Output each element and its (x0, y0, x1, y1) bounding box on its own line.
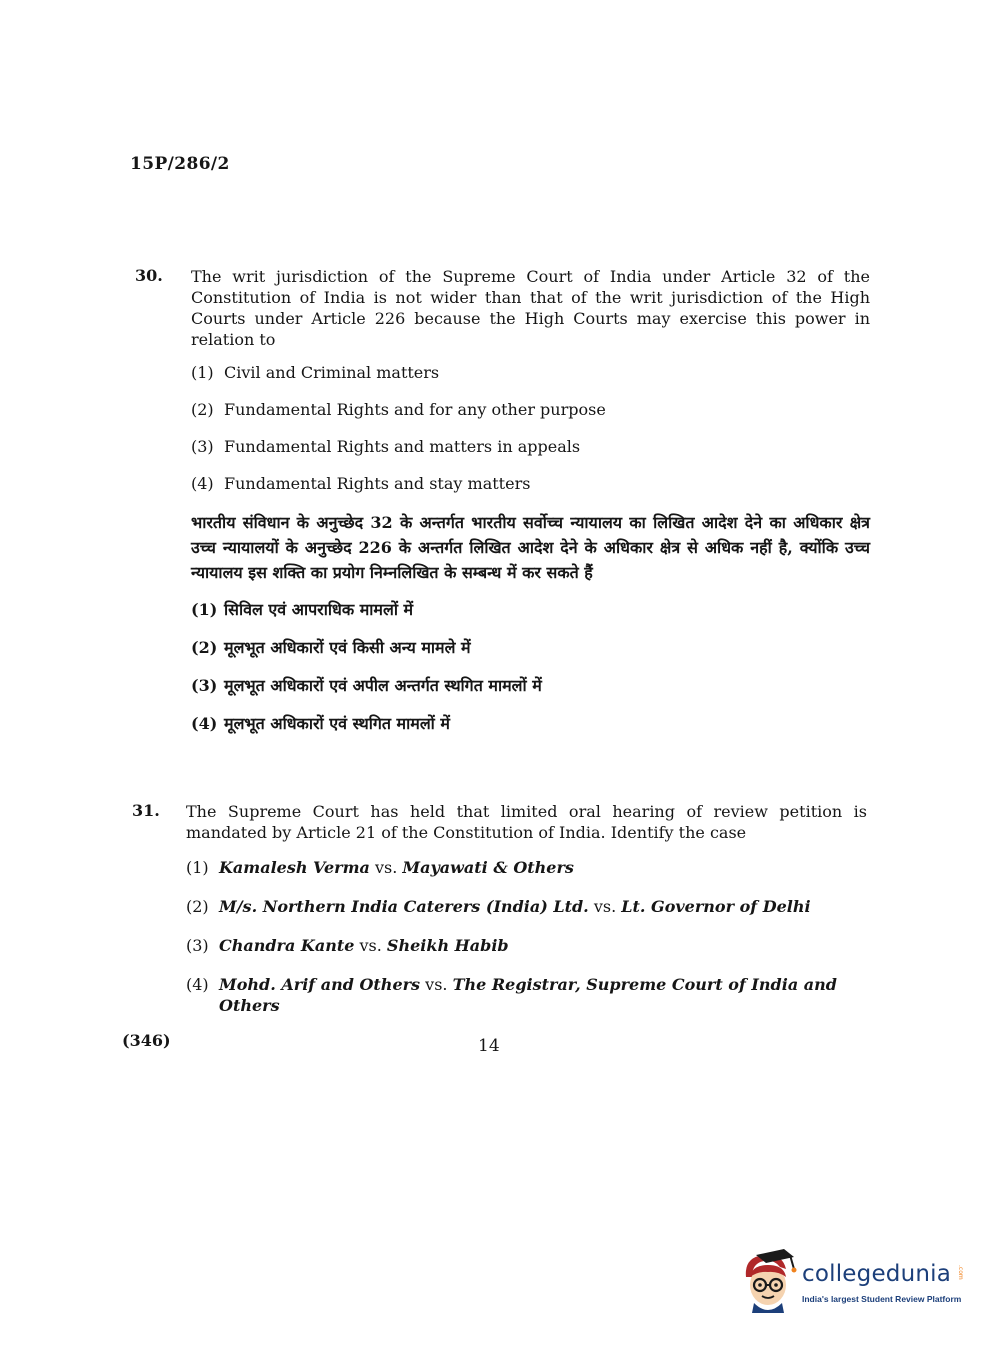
option-item (191, 399, 870, 420)
case-party-b: Lt. Governor of Delhi (621, 897, 811, 916)
option-item (191, 362, 870, 383)
option-list (191, 362, 870, 494)
option-item-hindi (191, 637, 870, 658)
option-number: (1) (191, 363, 214, 382)
page-code: 15P/286/2 (130, 154, 230, 174)
option-item (186, 974, 867, 1016)
option-text: Fundamental Rights and stay matters (224, 474, 531, 493)
brand-name: collegedunia (802, 1261, 952, 1287)
option-item-hindi (191, 713, 870, 734)
option-item (186, 857, 867, 878)
brand-domain: .com (957, 1265, 964, 1280)
option-text: मूलभूत अधिकारों एवं अपील अन्तर्गत स्थगित मामलों में (224, 676, 542, 695)
option-list-hindi (191, 599, 870, 734)
option-number: (3) (186, 936, 209, 955)
booklet-code: (346) (122, 1031, 171, 1050)
option-text: सिविल एवं आपराधिक मामलों में (224, 600, 414, 619)
option-number: (2) (191, 400, 214, 419)
option-number: (4) (191, 474, 214, 493)
case-versus: vs. (354, 936, 387, 955)
question-text-hindi: भारतीय संविधान के अनुच्छेद 32 के अन्तर्गत भारतीय सर्वोच्च न्यायालय का लिखित आदेश देने का अधिकार क्षेत्र उच्च न्यायालयों के अनुच्छेद 226 के अन्तर्गत लिखित आदेश देने के अधिकार क्षेत्र से अधिक नहीं है, क्योंकि उच्च न्यायालय इस शक्ति का प्रयोग निम्नलिखित के सम्बन्ध में कर सकते हैं (191, 513, 870, 582)
option-item (186, 935, 867, 956)
question-body (186, 801, 867, 1016)
option-text (219, 896, 811, 917)
option-number: (4) (186, 975, 209, 994)
option-number: (1) (191, 600, 218, 619)
case-party-b: Sheikh Habib (386, 936, 509, 955)
option-item (191, 436, 870, 457)
question-number: 30. (135, 266, 163, 285)
case-versus: vs. (420, 975, 453, 994)
option-text: Fundamental Rights and for any other purpose (224, 400, 606, 419)
option-list (186, 857, 867, 1016)
option-item-hindi (191, 675, 870, 696)
brand-logo[interactable] (740, 1247, 970, 1319)
option-number: (2) (186, 897, 209, 916)
mascot-icon (740, 1247, 798, 1313)
question-text: The writ jurisdiction of the Supreme Court of India under Article 32 of the Constitution of India is not wider than that of the writ jurisdiction of the High Courts under Article 226 because the High Courts may exercise this power in relation to (191, 267, 870, 349)
case-party-a: Mohd. Arif and Others (219, 975, 421, 994)
option-text (219, 857, 574, 878)
case-party-b: The Registrar, Supreme Court of India and Others (219, 975, 837, 1015)
case-versus: vs. (588, 897, 622, 916)
case-party-a: M/s. Northern India Caterers (India) Ltd. (219, 897, 589, 916)
option-text: Civil and Criminal matters (224, 363, 440, 382)
option-text: मूलभूत अधिकारों एवं किसी अन्य मामले में (224, 638, 471, 657)
brand-tagline: India's largest Student Review Platform (802, 1294, 962, 1304)
option-number: (2) (191, 638, 218, 657)
question-text: The Supreme Court has held that limited oral hearing of review petition is mandated by Article 21 of the Constitution of India. Identify the case (186, 802, 867, 842)
case-party-a: Kamalesh Verma (219, 858, 370, 877)
option-number: (3) (191, 437, 214, 456)
case-party-a: Chandra Kante (219, 936, 355, 955)
option-number: (4) (191, 714, 218, 733)
question-body (191, 266, 870, 734)
option-item (186, 896, 867, 917)
option-item (191, 473, 870, 494)
question-30 (135, 266, 870, 751)
option-text (219, 935, 509, 956)
option-number: (1) (186, 858, 209, 877)
option-item-hindi (191, 599, 870, 620)
question-number: 31. (132, 801, 160, 820)
page-number: 14 (478, 1036, 500, 1056)
case-versus: vs. (369, 858, 403, 877)
option-number: (3) (191, 676, 218, 695)
option-text: मूलभूत अधिकारों एवं स्थगित मामलों में (224, 714, 450, 733)
option-text (219, 974, 867, 1016)
option-text: Fundamental Rights and matters in appeals (224, 437, 581, 456)
question-31 (132, 801, 867, 1032)
case-party-b: Mayawati & Others (402, 858, 574, 877)
